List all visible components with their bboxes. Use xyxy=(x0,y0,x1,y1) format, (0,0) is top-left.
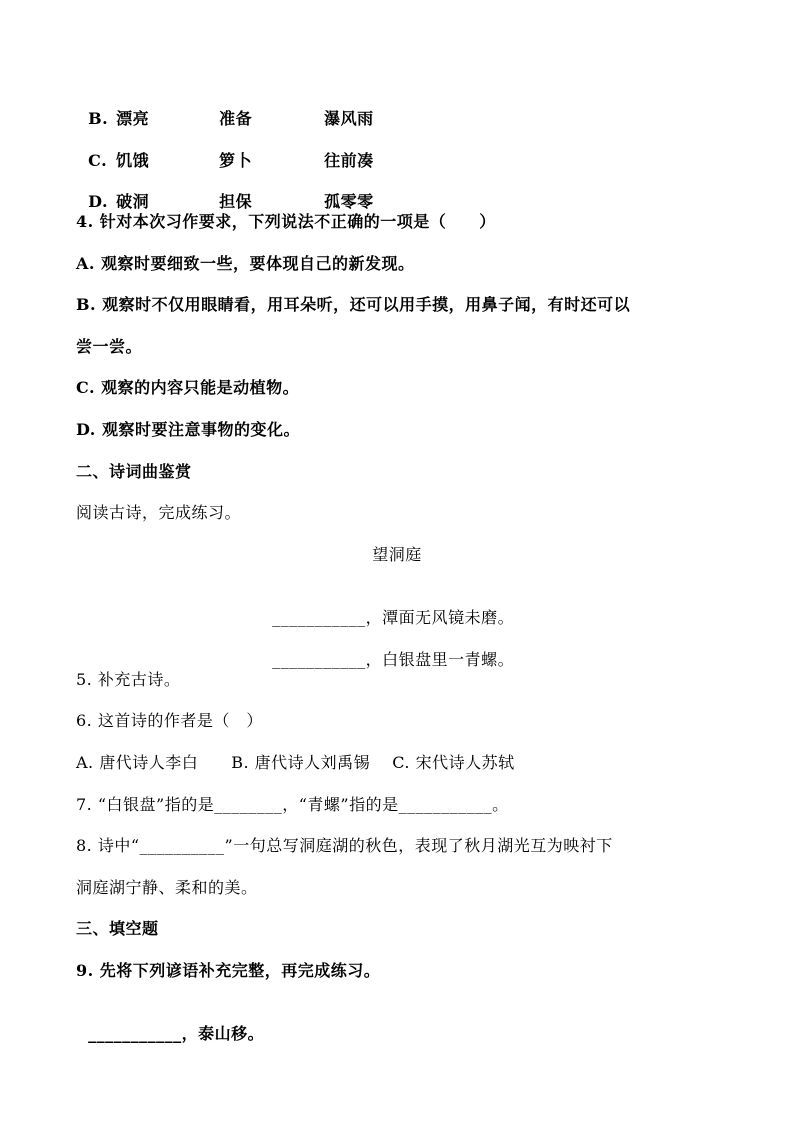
poem-line-1 xyxy=(261,585,514,629)
question-6: 6. 这首诗的作者是（ ） xyxy=(76,711,263,730)
option-word: 饥饿 xyxy=(116,151,150,170)
question-7: 7. “白银盘”指的是________，“青螺”指的是___________。 xyxy=(76,795,509,814)
poem-line-1-text: ，潭面无风镜未磨。 xyxy=(365,608,515,627)
question-4-option-c: C. 观察的内容只能是动植物。 xyxy=(76,378,300,397)
question-8-line1: 8. 诗中“__________”一句总写洞庭湖的秋色，表现了秋月湖光互为映衬下 xyxy=(76,836,613,855)
question-9-proverb xyxy=(76,1001,264,1045)
question-4-option-b-line2: 尝一尝。 xyxy=(76,337,143,356)
poem-line-1-blank[interactable]: ___________ xyxy=(272,608,366,627)
option-letter: C. xyxy=(88,151,108,170)
question-8-line2: 洞庭湖宁静、柔和的美。 xyxy=(76,878,258,897)
section-2-title: 二、诗词曲鉴赏 xyxy=(76,462,192,481)
section-2-intro: 阅读古诗，完成练习。 xyxy=(76,503,242,522)
option-word: 准备 xyxy=(219,109,253,128)
poem-line-2-text: ，白银盘里一青螺。 xyxy=(365,650,515,669)
option-word: 箩卜 xyxy=(219,151,253,170)
option-word: 担保 xyxy=(219,192,253,211)
option-word: 往前凑 xyxy=(324,151,374,170)
option-word: 孤零零 xyxy=(324,192,374,211)
poem-line-2-blank[interactable]: ___________ xyxy=(272,650,366,669)
question-5: 5. 补充古诗。 xyxy=(76,670,181,689)
question-6-options: A. 唐代诗人李白 B. 唐代诗人刘禹锡 C. 宋代诗人苏轼 xyxy=(76,753,515,772)
option-letter: D. xyxy=(88,192,109,211)
question-4-option-b-line1: B. 观察时不仅用眼睛看，用耳朵听，还可以用手摸，用鼻子闻，有时还可以 xyxy=(76,295,631,314)
option-word: 破洞 xyxy=(116,192,150,211)
option-letter: B. xyxy=(88,109,109,128)
option-c-row xyxy=(76,128,374,172)
question-9: 9. 先将下列谚语补充完整，再完成练习。 xyxy=(76,961,381,980)
poem-line-2 xyxy=(261,627,514,671)
option-word: 瀑风雨 xyxy=(324,109,374,128)
option-word: 漂亮 xyxy=(116,109,150,128)
option-b-row xyxy=(76,86,374,130)
section-3-title: 三、填空题 xyxy=(76,919,159,938)
question-4-option-d: D. 观察时要注意事物的变化。 xyxy=(76,420,300,439)
question-4-option-a: A. 观察时要细致一些，要体现自己的新发现。 xyxy=(76,254,415,273)
question-4-stem: 4. 针对本次习作要求，下列说法不正确的一项是（ ） xyxy=(76,212,496,231)
poem-title: 望洞庭 xyxy=(372,545,422,564)
proverb-blank[interactable]: ___________ xyxy=(88,1024,182,1043)
option-d-row xyxy=(76,169,374,213)
proverb-text: ，泰山移。 xyxy=(181,1024,265,1043)
